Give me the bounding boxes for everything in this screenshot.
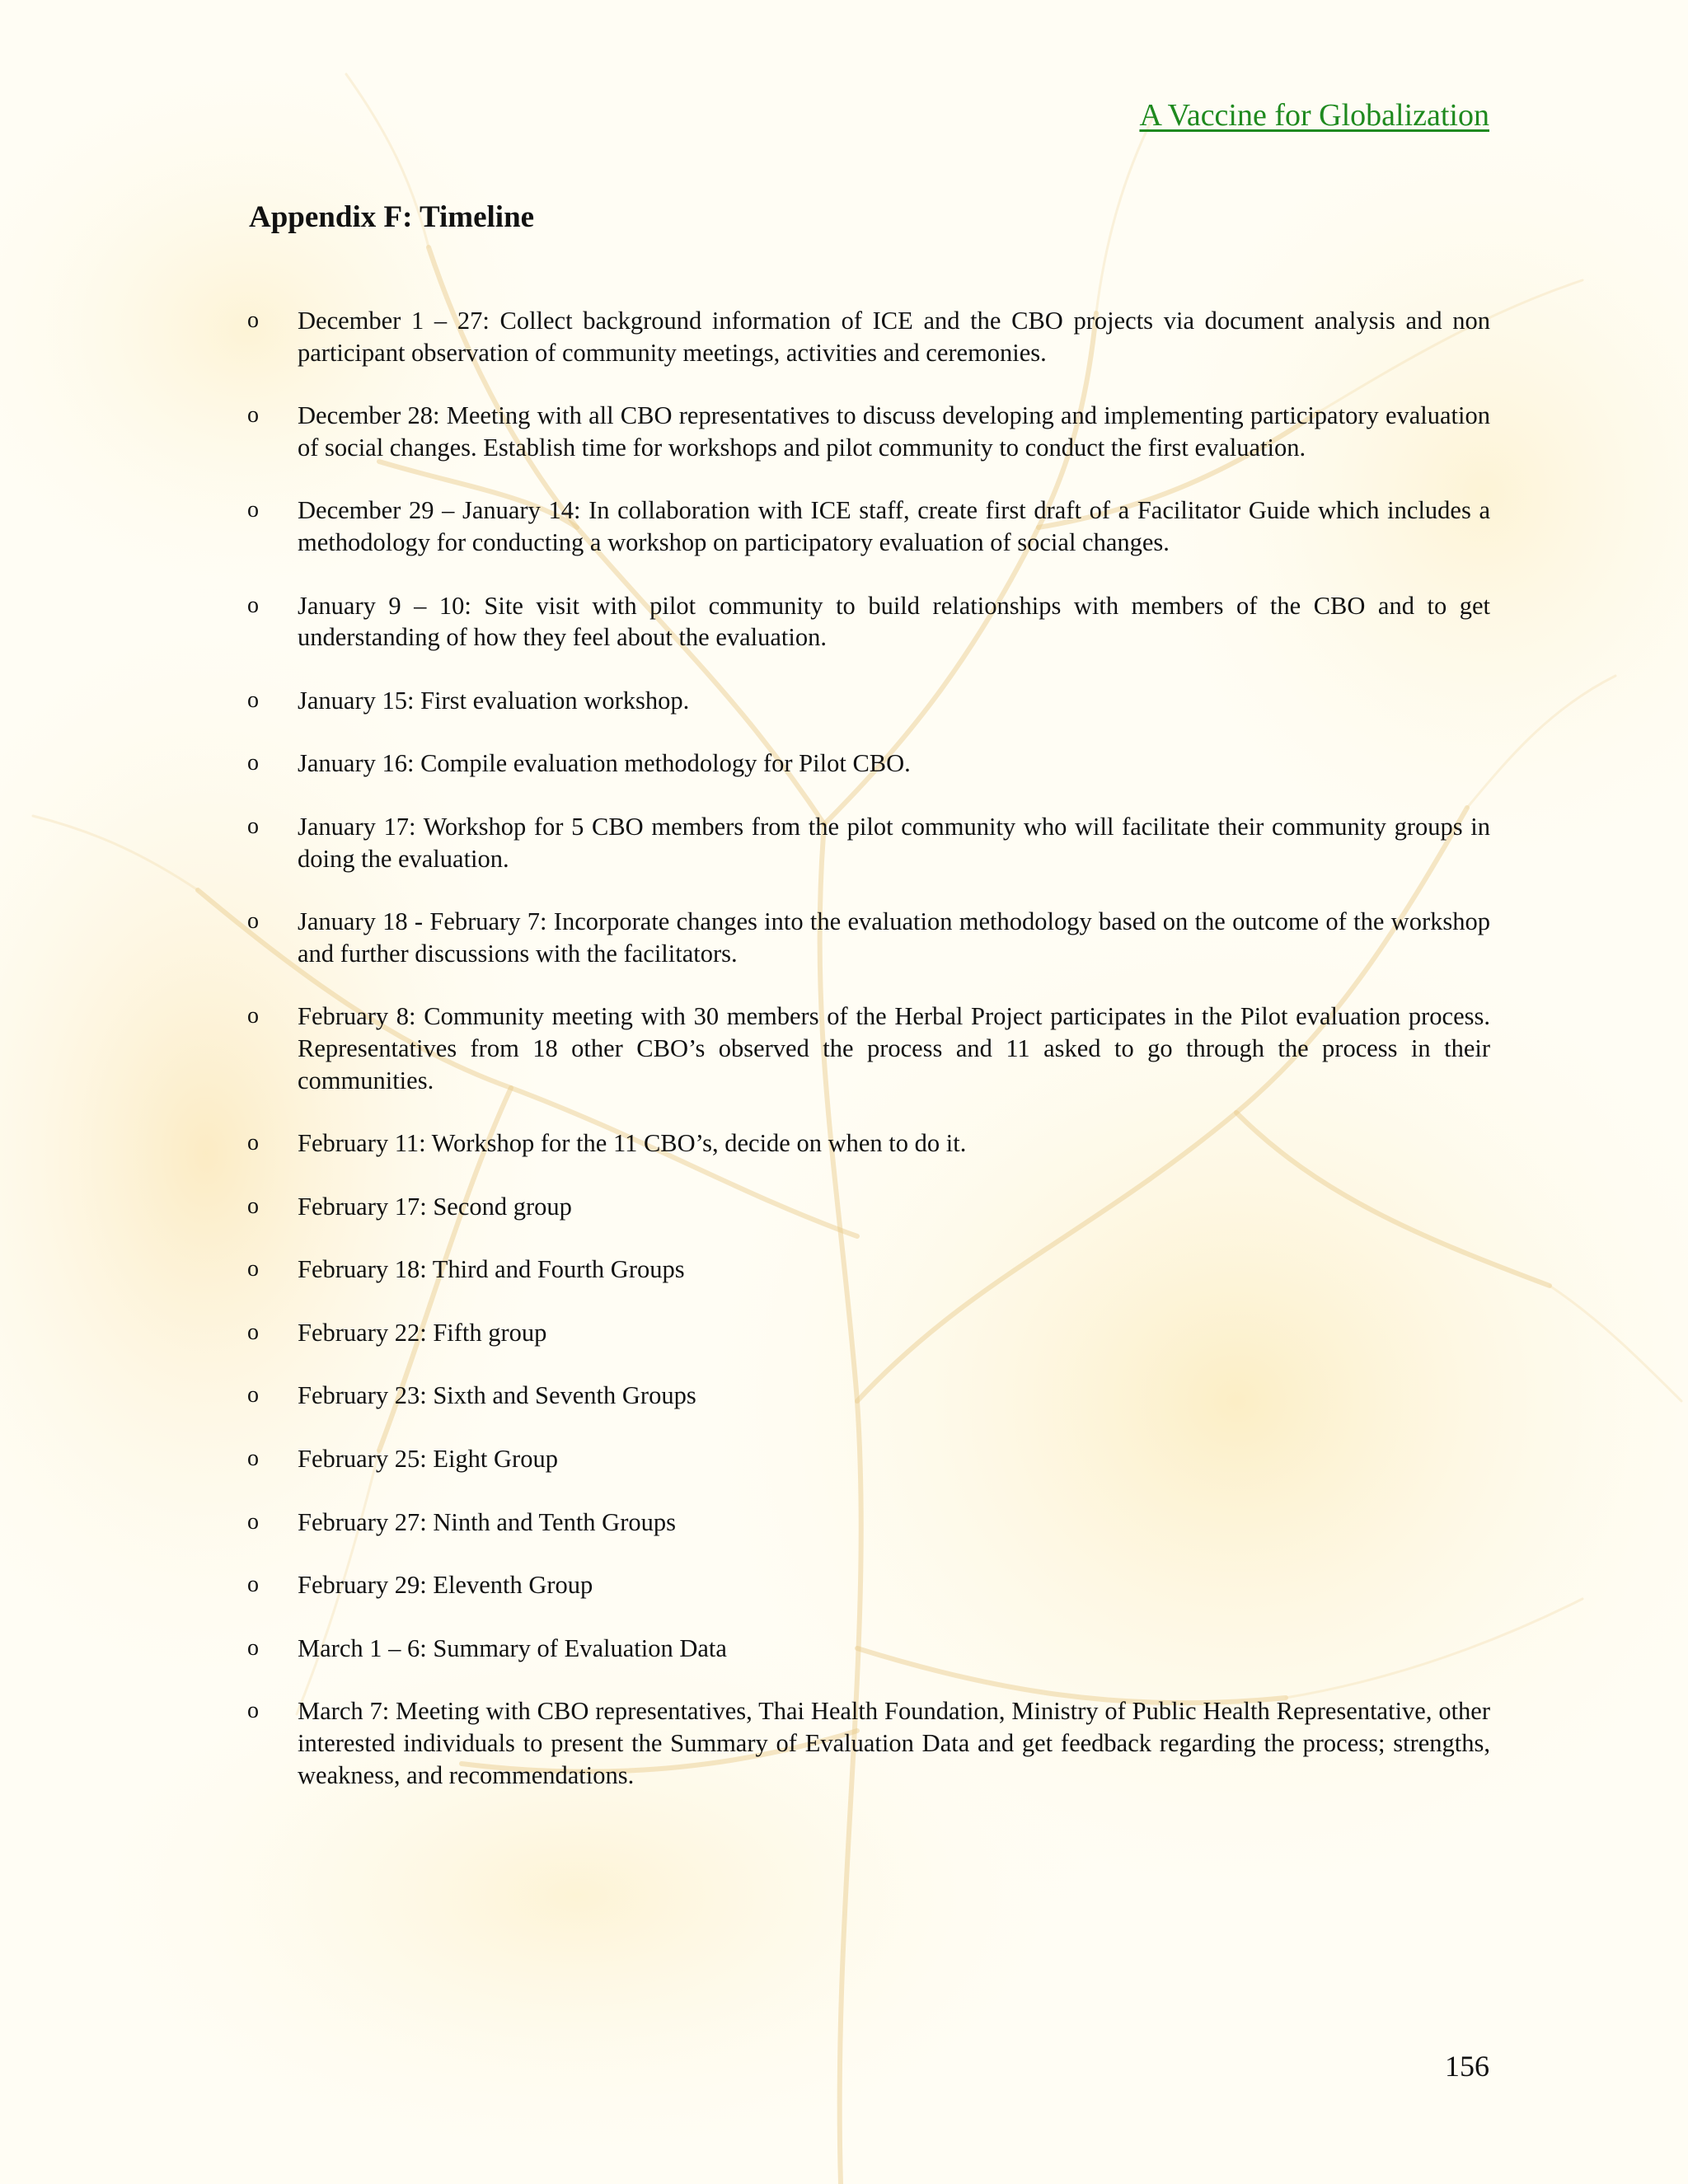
timeline-item-text: January 15: First evaluation workshop. [298, 686, 690, 715]
timeline-item-text: January 18 - February 7: Incorporate changes into the evaluation methodology based on the outcome of the workshop and further discussions with the facilitators. [298, 907, 1490, 968]
timeline-item-text: January 16: Compile evaluation methodology for Pilot CBO. [298, 749, 911, 778]
timeline-item-text: January 9 – 10: Site visit with pilot community to build relationships with members of the CBO and to get understanding of how they feel about the evaluation. [298, 591, 1490, 652]
timeline-item-text: February 25: Eight Group [298, 1445, 558, 1474]
bullet-circle-icon: o [247, 1319, 259, 1345]
bullet-circle-icon: o [247, 1130, 259, 1156]
bullet-circle-icon: o [247, 1446, 259, 1472]
timeline-item [247, 305, 1490, 368]
bullet-circle-icon: o [247, 687, 259, 713]
timeline-item [247, 906, 1490, 969]
timeline-item-text: February 23: Sixth and Seventh Groups [298, 1381, 696, 1410]
timeline-item [247, 811, 1490, 874]
timeline-item [247, 748, 1490, 780]
bullet-circle-icon: o [247, 402, 259, 429]
timeline-item [247, 400, 1490, 463]
timeline-item-text: December 1 – 27: Collect background information of ICE and the CBO projects via document analysis and non participant observation of community meetings, activities and ceremonies. [298, 307, 1490, 367]
bullet-circle-icon: o [247, 813, 259, 839]
bullet-circle-icon: o [247, 1193, 259, 1219]
timeline-item-text: February 17: Second group [298, 1192, 572, 1221]
timeline-item-text: January 17: Workshop for 5 CBO members from the pilot community who will facilitate their community groups in doing the evaluation. [298, 812, 1490, 873]
timeline-item [247, 1633, 1490, 1665]
timeline-list [247, 305, 1490, 1822]
timeline-item [247, 685, 1490, 717]
timeline-item-text: December 28: Meeting with all CBO representatives to discuss developing and implementing participatory evaluation of social changes. Establish time for workshops and pilot community to conduct the first evaluation. [298, 401, 1490, 462]
bullet-circle-icon: o [247, 750, 259, 776]
bullet-circle-icon: o [247, 1256, 259, 1282]
bullet-circle-icon: o [247, 1698, 259, 1724]
timeline-item-text: February 22: Fifth group [298, 1318, 547, 1347]
timeline-item [247, 1127, 1490, 1160]
timeline-item [247, 1317, 1490, 1349]
timeline-item [247, 1569, 1490, 1601]
bullet-circle-icon: o [247, 592, 259, 618]
timeline-item [247, 1695, 1490, 1791]
bullet-circle-icon: o [247, 908, 259, 935]
timeline-item-text: February 27: Ninth and Tenth Groups [298, 1507, 676, 1536]
timeline-item [247, 1507, 1490, 1539]
bullet-circle-icon: o [247, 1382, 259, 1408]
bullet-circle-icon: o [247, 1508, 259, 1535]
timeline-item [247, 494, 1490, 558]
timeline-item [247, 1191, 1490, 1223]
timeline-item [247, 1254, 1490, 1286]
page-number: 156 [1445, 2050, 1489, 2083]
bullet-circle-icon: o [247, 307, 259, 333]
timeline-item [247, 1001, 1490, 1096]
bullet-circle-icon: o [247, 1634, 259, 1661]
timeline-item-text: February 11: Workshop for the 11 CBO’s, decide on when to do it. [298, 1129, 967, 1158]
timeline-item-text: February 8: Community meeting with 30 members of the Herbal Project participates in the Pilot evaluation process. Representatives from 18 other CBO’s observed the process and 11 asked to go through the process in their communities. [298, 1002, 1490, 1094]
timeline-item [247, 590, 1490, 654]
timeline-item-text: February 18: Third and Fourth Groups [298, 1255, 685, 1284]
timeline-item-text: March 7: Meeting with CBO representatives, Thai Health Foundation, Ministry of Public Health Representative, other interested individuals to present the Summary of Evaluation Data and get feedback regarding the process; strengths, weakness, and recommendations. [298, 1697, 1490, 1789]
timeline-item-text: February 29: Eleventh Group [298, 1571, 593, 1600]
bullet-circle-icon: o [247, 1572, 259, 1598]
timeline-item-text: December 29 – January 14: In collaboration with ICE staff, create first draft of a Facilitator Guide which includes a methodology for conducting a workshop on participatory evaluation of social changes. [298, 496, 1490, 556]
bullet-circle-icon: o [247, 497, 259, 523]
running-header-title[interactable]: A Vaccine for Globalization [1139, 98, 1489, 133]
bullet-circle-icon: o [247, 1003, 259, 1029]
timeline-item [247, 1380, 1490, 1412]
section-title: Appendix F: Timeline [249, 200, 535, 234]
timeline-item-text: March 1 – 6: Summary of Evaluation Data [298, 1633, 727, 1662]
timeline-item [247, 1443, 1490, 1475]
